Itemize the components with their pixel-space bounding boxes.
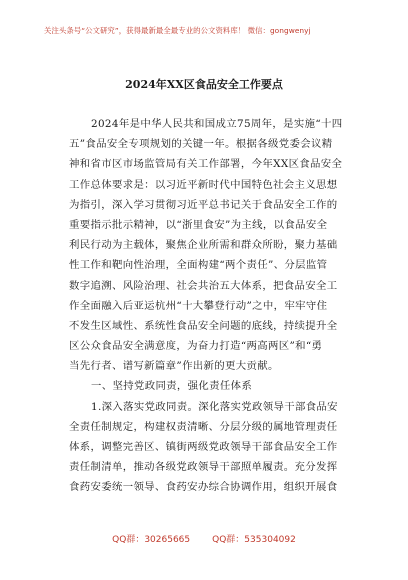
paragraph-line: 为指引，深入学习贯彻习近平总书记关于食品安全工作的	[69, 198, 338, 211]
paragraph-line: 五”食品安全专项规划的关键一年。根据各级党委会议精	[69, 138, 333, 151]
paragraph-line: 不发生区域性、系统性食品安全问题的底线，持续提升全	[69, 319, 338, 332]
paragraph-line: 利民行动为主载体，聚焦企业所需和群众所盼，聚力基础	[69, 239, 338, 252]
promo-header-banner: 关注头条号“公文研究”，获得最新最全最专业的公文资料库！ 微信：gongwenyj	[44, 26, 311, 35]
footer-qq-group-2: QQ群：535304092	[212, 535, 296, 545]
section-heading: 一、坚持党政同责，强化责任体系	[91, 380, 253, 393]
paragraph-line: 数字追溯、风险治理、社会共治五大体系，把食品安全工	[69, 279, 338, 292]
paragraph-line: 神和省市区市场监管局有关工作部署，今年XX区食品安全	[69, 158, 343, 171]
paragraph-line: 责任制清单，推动各级党政领导干部照单履责。充分发挥	[69, 461, 338, 474]
paragraph-line: 1.深入落实党政同责。深化落实党政领导干部食品安	[91, 400, 338, 413]
paragraph-line: 当先行者、谱写新篇章”作出新的更大贡献。	[69, 360, 279, 373]
footer-contact	[0, 534, 408, 546]
paragraph-line: 重要指示批示精神，以“浙里食安”为主线，以食品安全	[69, 218, 328, 231]
paragraph-line: 区公众食品安全满意度，为奋力打造“两高两区”和“勇	[69, 340, 323, 353]
paragraph-line: 食药安委统一领导、食药安办综合协调作用，组织开展食	[69, 481, 338, 494]
document-body	[69, 114, 344, 498]
paragraph-line: 性工作和靶向性治理，全面构建“两个责任”、分层监管	[69, 259, 328, 272]
paragraph-line: 2024年是中华人民共和国成立75周年，是实施“十四	[91, 118, 343, 130]
document-title: 2024年XX区食品安全工作要点	[125, 78, 283, 91]
paragraph-line: 全责任制规定，构建权责清晰、分层分级的属地管理责任	[69, 420, 338, 433]
footer-qq-group-1: QQ群：30265665	[112, 535, 191, 545]
paragraph-line: 体系，调整完善区、镇街两级党政领导干部食品安全工作	[69, 441, 338, 453]
paragraph-line: 工作总体要求是：以习近平新时代中国特色社会主义思想	[69, 178, 338, 191]
paragraph-line: 作全面融入后亚运杭州“十大攀登行动”之中，牢牢守住	[69, 299, 328, 312]
